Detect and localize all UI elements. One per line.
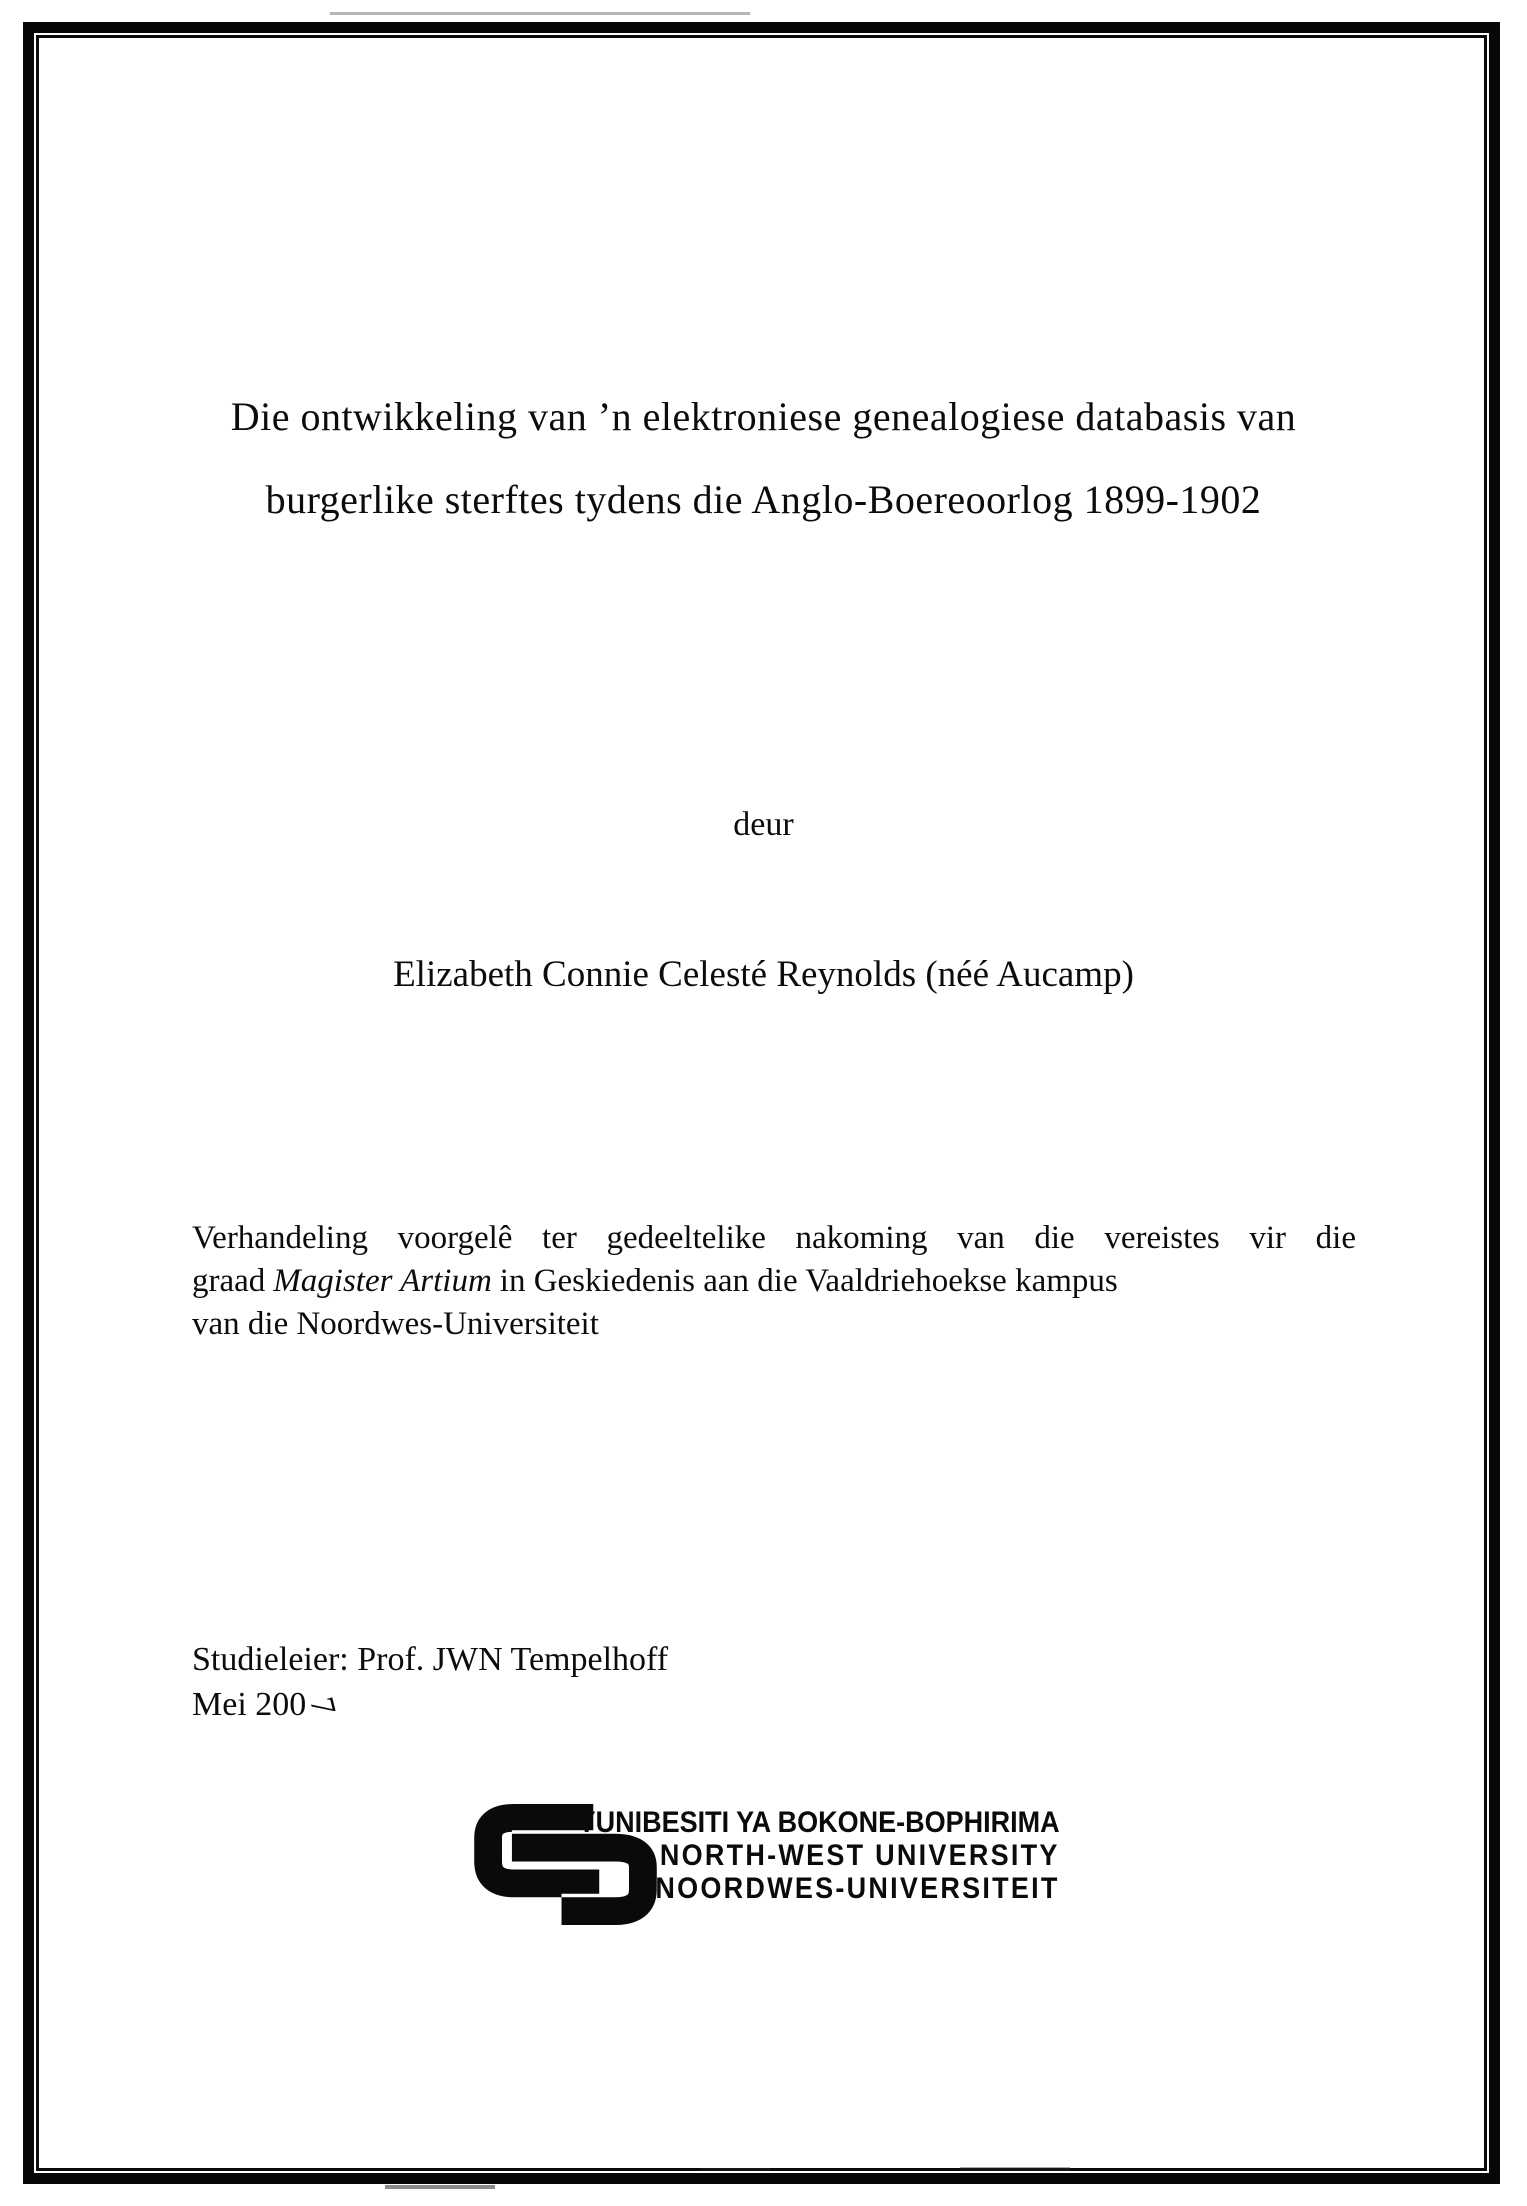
date-line [192,1682,668,1727]
statement-line2-suffix: in Geskiedenis aan die Vaaldriehoekse kampus [499,1263,1118,1299]
scan-artifact [385,2185,495,2189]
university-name-afrikaans: NOORDWES-UNIVERSITEIT [655,1872,1060,1905]
supervisor-block [192,1637,668,1727]
university-name-setswana: YUNIBESITI YA BOKONE-BOPHIRIMA [577,1806,1060,1839]
degree-name-italic: Magister Artium [273,1263,492,1299]
university-wordmark [578,1806,1060,1905]
byline-deur: deur [733,806,794,843]
university-name-english: NORTH-WEST UNIVERSITY [660,1839,1060,1872]
scan-artifact [330,12,750,15]
thesis-title-line1: Die ontwikkeling van ’n elektroniese genealogiese databasis van [230,394,1297,439]
thesis-title [60,375,1467,541]
scan-artifact [960,2167,1070,2171]
submission-statement [192,1217,1356,1346]
scan-artifact [700,2168,770,2171]
statement-line2 [192,1260,1356,1303]
date-last-digit: 7 [302,1693,343,1720]
author-name: Elizabeth Connie Celesté Reynolds (néé Aucamp) [393,954,1134,995]
thesis-title-line2: burgerlike sterftes tydens die Anglo-Boereoorlog 1899-1902 [265,477,1262,522]
statement-line1: Verhandeling voorgelê ter gedeeltelike nakoming van die vereistes vir die [192,1220,1356,1256]
statement-line3: van die Noordwes-Universiteit [192,1306,599,1342]
statement-line2-prefix: graad [192,1263,266,1299]
supervisor-line: Studieleier: Prof. JWN Tempelhoff [192,1641,669,1678]
date-prefix: Mei 200 [192,1686,307,1723]
